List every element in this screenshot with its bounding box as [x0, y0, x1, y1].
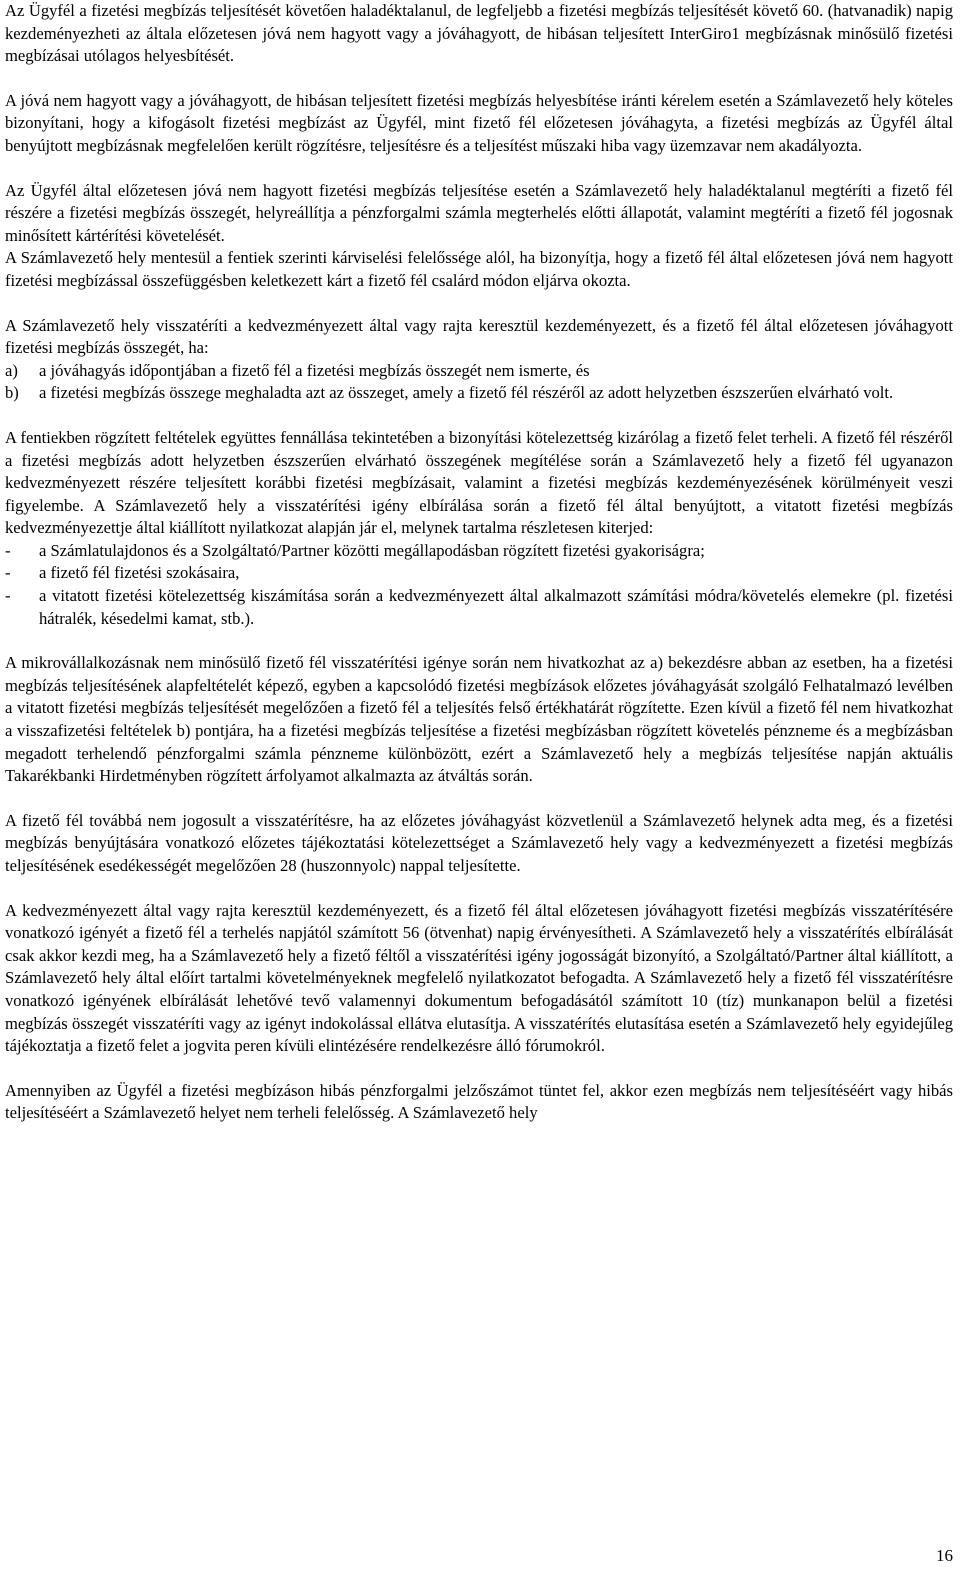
paragraph-refund-unauthorized: Az Ügyfél által előzetesen jóvá nem hagyott fizetési megbízás teljesítése esetén a Számlavezető hely haladéktalanul megtéríti a fizető fél részére a fizetési megbízás összegét, helyreállítja a pénzforgalmi számla megterhelés előtti állapotát, valamint megtéríti a fizető fél jogosnak minősített kártérítési követelését. [5, 180, 953, 245]
list-item [5, 562, 953, 585]
paragraph-liability-exemption: A Számlavezető hely mentesül a fentiek szerinti kárviselési felelőssége alól, ha bizonyítja, hogy a fizető fél által előzetesen jóvá nem hagyott fizetési megbízással összefüggésben keletkezett kárt a fizető fél csalárd módon eljárva okozta. [5, 248, 953, 290]
document-page [5, 0, 953, 1125]
paragraph-microenterprise: A mikrovállalkozásnak nem minősülő fizető fél visszatérítési igénye során nem hivatkozhat az a) bekezdésre abban az esetben, ha a fizetési megbízás teljesítésének alapfeltételét képező, egyben a kapcsolódó fizetési megbízások előzetes jóváhagyását szolgáló Felhatalmazó levélben a vitatott fizetési megbízás teljesítését megelőzően a fizető fél a teljesítés felső értékhatárát rögzítette. Ezen kívül a fizető fél nem hivatkozhat a visszafizetési feltételek b) pontjára, ha a fizetési megbízás teljesítése a fizetési megbízásban rögzített követelés pénzneme és a megbízásban megadott terhelendő pénzforgalmi számla pénzneme különbözött, ezért a Számlavezető hely a megbízás teljesítése napján aktuális Takarékbanki Hirdetményben rögzített árfolyamot alkalmazta az átváltás során. [5, 653, 953, 786]
list-item [5, 382, 953, 405]
list-marker: b) [5, 383, 19, 403]
list-item-text: a Számlatulajdonos és a Szolgáltató/Partner közötti megállapodásban rögzített fizetési gyakoriságra; [39, 540, 705, 560]
paragraph-wrong-account-number: Amennyiben az Ügyfél a fizetési megbízáson hibás pénzforgalmi jelzőszámot tüntet fel, akkor ezen megbízás nem teljesítéséért vagy hibás teljesítéséért a Számlavezető helyet nem terheli felelősség. A Számlavezető hely [5, 1080, 953, 1123]
list-item-text: a fizetési megbízás összege meghaladta azt az összeget, amely a fizető fél részéről az adott helyzetben észszerűen elvárható volt. [39, 383, 894, 403]
paragraph-refund-deadline: A kedvezményezett által vagy rajta keresztül kezdeményezett, és a fizető fél által előzetesen jóváhagyott fizetési megbízás visszatérítésére vonatkozó igényét a fizető fél a terhelés napjától számított 56 (ötvenhat) napig érvényesítheti. A Számlavezető hely a visszatérítés elbírálását csak akkor kezdi meg, ha a Számlavezető hely a fizető féltől a visszatérítési igény jogosságát bizonyító, a Szolgáltató/Partner által kiállított, a Számlavezető hely által előírt tartalmi követelményeknek megfelelő nyilatkozatot befogadta. A Számlavezető hely a fizető fél visszatérítésre vonatkozó igényének elbírálását lehetővé tevő valamennyi dokumentum befogadásától számított 10 (tíz) munkanapon belül a fizetési megbízás összegét visszatéríti vagy az igényt indokolással ellátva elutasítja. A visszatérítés elutasítása esetén a Számlavezető hely egyidejűleg tájékoztatja a fizető felet a jogvita peren kívüli elintézésére rendelkezésre álló fórumokról. [5, 900, 953, 1056]
dash-list [5, 540, 953, 630]
list-item-text: a jóváhagyás időpontjában a fizető fél a fizetési megbízás összegét nem ismerte, és [39, 360, 590, 380]
paragraph-no-refund: A fizető fél továbbá nem jogosult a visszatérítésre, ha az előzetes jóváhagyást közvetlenül a Számlavezető helynek adta meg, és a fizetési megbízás benyújtására vonatkozó előzetes tájékoztatási kötelezettséget a Számlavezető hely vagy a kedvezményezett a fizetési megbízás teljesítésének esedékességét megelőzően 28 (huszonnyolc) nappal teljesítette. [5, 810, 953, 875]
paragraph-refund-conditions: A Számlavezető hely visszatéríti a kedvezményezett által vagy rajta keresztül kezdeményezett, és a fizető fél által előzetesen jóváhagyott fizetési megbízás összegét, ha: [5, 315, 953, 358]
paragraph-burden-of-proof: A jóvá nem hagyott vagy a jóváhagyott, de hibásan teljesített fizetési megbízás helyesbítése iránti kérelem esetén a Számlavezető hely köteles bizonyítani, hogy a kifogásolt fizetési megbízást az Ügyfél, mint fizető fél előzetesen jóváhagyta, a fizetési megbízás az Ügyfél által benyújtott megbízásnak megfelelően került rögzítésre, teljesítésre és a teljesítést műszaki hiba vagy üzemzavar nem akadályozta. [5, 90, 953, 155]
list-item [5, 540, 953, 563]
list-marker: - [5, 563, 11, 583]
list-item-text: a vitatott fizetési kötelezettség kiszámítása során a kedvezményezett által alkalmazott számítási módra/követelés elemekre (pl. fizetési hátralék, késedelmi kamat, stb.). [39, 586, 953, 628]
paragraph-conditions-proof: A fentiekben rögzített feltételek együttes fennállása tekintetében a bizonyítási kötelezettség kizárólag a fizető felet terheli. A fizető fél részéről a fizetési megbízás adott helyzetben észszerűen elvárható összegének megítélése során a Számlavezető hely a fizető fél ugyanazon kedvezményezett részére teljesített korábbi fizetési megbízásait, valamint a fizetési megbízás kezdeményezésének körülményeit veszi figyelembe. A Számlavezető hely a visszatérítési igény elbírálása során a fizető fél által benyújtott, a vitatott fizetési megbízás kedvezményezettje által kiállított nyilatkozat alapján jár el, melynek tartalma részletesen kiterjed: [5, 427, 953, 538]
list-item-text: a fizető fél fizetési szokásaira, [39, 563, 240, 583]
list-item [5, 360, 953, 383]
page-number: 16 [936, 1546, 953, 1565]
lettered-list [5, 360, 953, 405]
list-item [5, 585, 953, 630]
paragraph-correction-request: Az Ügyfél a fizetési megbízás teljesítését követően haladéktalanul, de legfeljebb a fizetési megbízás teljesítését követő 60. (hatvanadik) napig kezdeményezheti az általa előzetesen jóvá nem hagyott vagy a jóváhagyott, de hibásan teljesített InterGiro1 megbízásnak minősülő fizetési megbízásai utólagos helyesbítését. [5, 1, 953, 66]
list-marker: - [5, 586, 11, 606]
list-marker: - [5, 540, 11, 560]
list-marker: a) [5, 360, 18, 380]
